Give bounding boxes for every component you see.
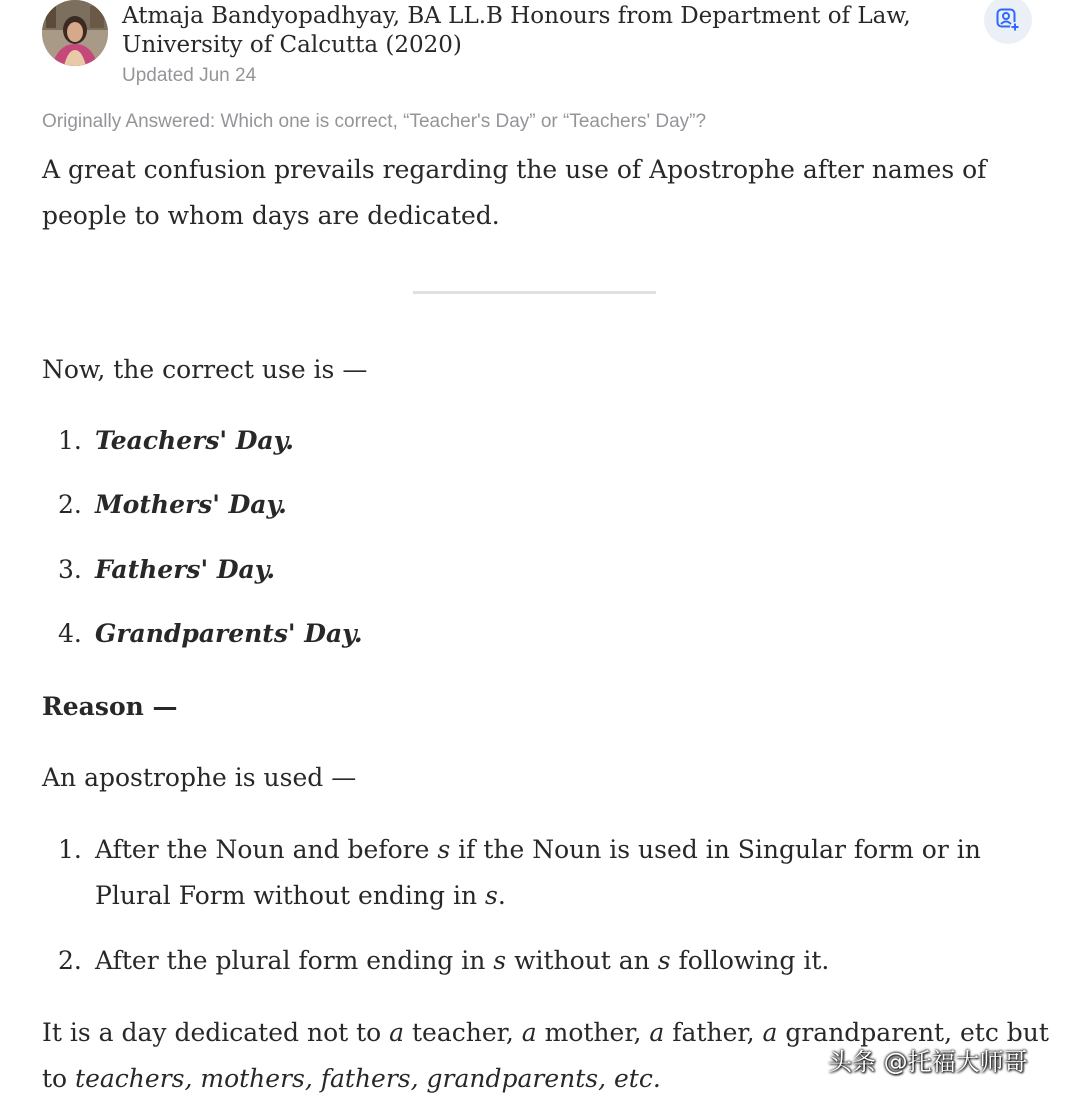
rule-text: following it. — [670, 946, 830, 975]
list-number: 1. — [58, 426, 82, 455]
author-avatar[interactable] — [42, 0, 108, 66]
reason-heading: Reason — — [42, 692, 178, 721]
originally-answered-question[interactable]: Originally Answered: Which one is correct, “Teacher's Day” or “Teachers' Day”? — [42, 111, 707, 132]
correct-use-line: Now, the correct use is — — [42, 355, 368, 384]
list-number: 1. — [58, 835, 82, 864]
rule-italic-s: s — [493, 946, 507, 975]
list-number: 2. — [58, 490, 82, 519]
watermark-text: 头条 @托福大师哥 — [828, 1048, 1028, 1076]
section-divider — [413, 291, 656, 294]
closing-text: mother, — [536, 1018, 650, 1047]
answer-intro: A great confusion prevails regarding the use of Apostrophe after names of people to whom days are dedicated. — [42, 155, 987, 230]
list-number: 2. — [58, 946, 82, 975]
rule-text: After the Noun and before — [95, 835, 438, 864]
rule-text: After the plural form ending in — [95, 946, 494, 975]
closing-text: teacher, — [404, 1018, 522, 1047]
rule-text: without an — [506, 946, 658, 975]
closing-text: It is a day dedicated not to — [42, 1018, 390, 1047]
list-text: Mothers' Day. — [95, 490, 287, 519]
rule-text: . — [497, 881, 506, 910]
list-number: 4. — [58, 619, 82, 648]
avatar-photo — [42, 0, 108, 66]
list-number: 3. — [58, 555, 82, 584]
rule-italic-s: s — [657, 946, 671, 975]
closing-italic-a: a — [649, 1018, 665, 1047]
list-text: Teachers' Day. — [95, 426, 294, 455]
list-text — [95, 827, 995, 919]
author-credential[interactable]: Atmaja Bandyopadhyay, BA LL.B Honours from Department of Law, University of Calcutta (2020) — [122, 3, 911, 58]
list-text: Fathers' Day. — [95, 555, 276, 584]
rule-italic-s: s — [437, 835, 451, 864]
apostrophe-intro-line: An apostrophe is used — — [42, 763, 357, 792]
updated-date[interactable]: Updated Jun 24 — [122, 65, 257, 86]
list-text: Grandparents' Day. — [95, 619, 363, 648]
closing-italic-a: a — [762, 1018, 778, 1047]
user-add-icon — [995, 7, 1021, 33]
closing-italic-tail: teachers, mothers, fathers, grandparents, etc. — [75, 1064, 661, 1093]
rule-italic-s: s — [485, 881, 498, 910]
closing-italic-a: a — [389, 1018, 405, 1047]
rule-text: if the Noun is used in Singular form or in Plural Form without ending in — [95, 835, 981, 910]
closing-text: father, — [664, 1018, 763, 1047]
closing-text: grandparent, etc but to — [42, 1018, 1049, 1093]
follow-button[interactable] — [984, 0, 1032, 44]
closing-italic-a: a — [521, 1018, 537, 1047]
list-text — [95, 938, 995, 984]
